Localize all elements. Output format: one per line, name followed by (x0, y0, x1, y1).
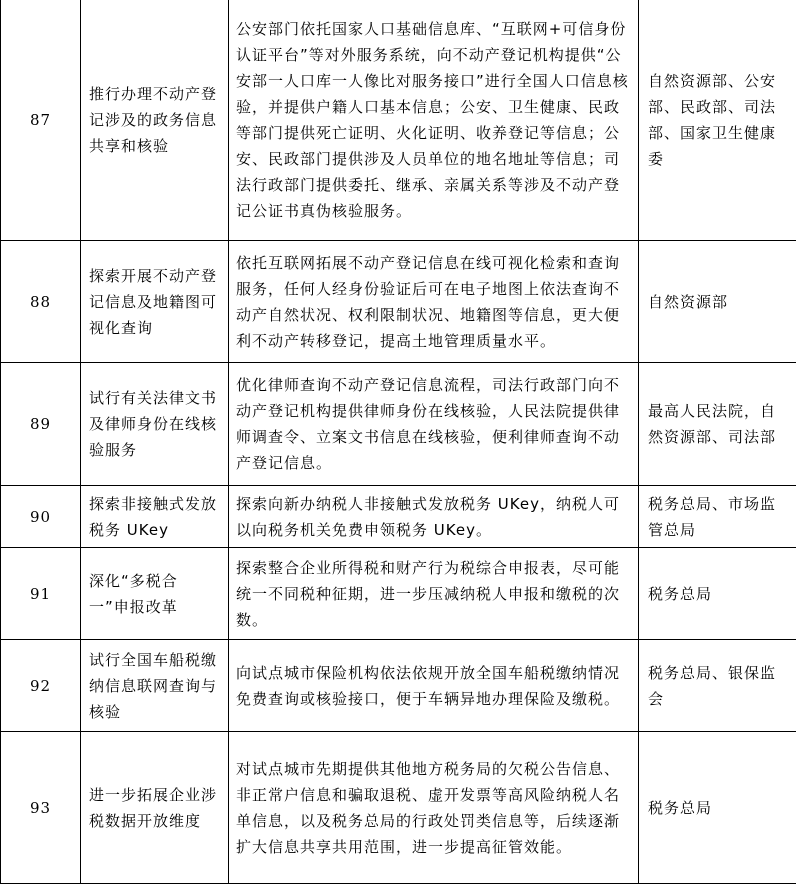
responsible-departments: 税务总局、银保监会 (639, 640, 796, 732)
reform-description: 公安部门依托国家人口基础信息库、“互联网+可信身份认证平台”等对外服务系统，向不动产登记机构提供“公安部一人口库一人像比对服务接口”进行全国人口信息核验，并提供户籍人口基本信息；公安、卫生健康、民政等部门提供死亡证明、火化证明、收养登记等信息；公安、民政部门提供涉及人员单位的地名地址等信息；司法行政部门提供委托、继承、亲属关系等涉及不动产登记公证书真伪核验服务。 (229, 0, 639, 241)
responsible-departments: 最高人民法院，自然资源部、司法部 (639, 363, 796, 486)
table-row (1, 486, 796, 548)
reform-item: 试行有关法律文书及律师身份在线核验服务 (81, 363, 229, 486)
reform-item: 深化“多税合一”申报改革 (81, 548, 229, 640)
row-number: 87 (1, 0, 81, 241)
responsible-departments: 自然资源部、公安部、民政部、司法部、国家卫生健康委 (639, 0, 796, 241)
row-number: 88 (1, 241, 81, 363)
reform-item: 推行办理不动产登记涉及的政务信息共享和核验 (81, 0, 229, 241)
table-row (1, 0, 796, 241)
row-number: 93 (1, 732, 81, 884)
responsible-departments: 税务总局、市场监管总局 (639, 486, 796, 548)
responsible-departments: 税务总局 (639, 732, 796, 884)
reform-description: 探索向新办纳税人非接触式发放税务 UKey，纳税人可以向税务机关免费申领税务 UKey。 (229, 486, 639, 548)
table-row (1, 548, 796, 640)
table-row (1, 640, 796, 732)
responsible-departments: 自然资源部 (639, 241, 796, 363)
row-number: 91 (1, 548, 81, 640)
responsible-departments: 税务总局 (639, 548, 796, 640)
table-row (1, 363, 796, 486)
row-number: 90 (1, 486, 81, 548)
table-row (1, 732, 796, 884)
reform-item: 探索开展不动产登记信息及地籍图可视化查询 (81, 241, 229, 363)
row-number: 89 (1, 363, 81, 486)
reform-description: 向试点城市保险机构依法依规开放全国车船税缴纳情况免费查询或核验接口，便于车辆异地办理保险及缴税。 (229, 640, 639, 732)
reform-description: 探索整合企业所得税和财产行为税综合申报表，尽可能统一不同税种征期，进一步压减纳税人申报和缴税的次数。 (229, 548, 639, 640)
reform-description: 优化律师查询不动产登记信息流程，司法行政部门向不动产登记机构提供律师身份在线核验，人民法院提供律师调查令、立案文书信息在线核验，便利律师查询不动产登记信息。 (229, 363, 639, 486)
reform-item: 探索非接触式发放税务 UKey (81, 486, 229, 548)
table-row (1, 241, 796, 363)
reform-description: 对试点城市先期提供其他地方税务局的欠税公告信息、非正常户信息和骗取退税、虚开发票等高风险纳税人名单信息，以及税务总局的行政处罚类信息等，后续逐渐扩大信息共享共用范围，进一步提高征管效能。 (229, 732, 639, 884)
reform-description: 依托互联网拓展不动产登记信息在线可视化检索和查询服务，任何人经身份验证后可在电子地图上依法查询不动产自然状况、权利限制状况、地籍图等信息，更大便利不动产转移登记，提高土地管理质量水平。 (229, 241, 639, 363)
row-number: 92 (1, 640, 81, 732)
reform-item: 试行全国车船税缴纳信息联网查询与核验 (81, 640, 229, 732)
reform-item: 进一步拓展企业涉税数据开放维度 (81, 732, 229, 884)
